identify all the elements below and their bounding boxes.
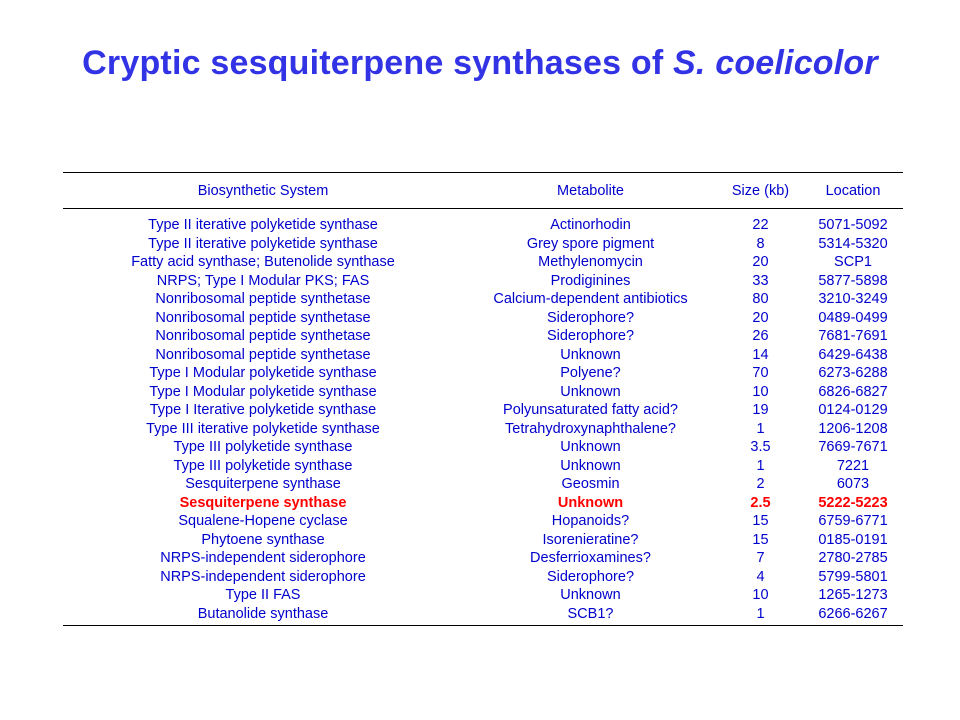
table-row — [63, 420, 903, 439]
cell-location: 5222-5223 — [818, 494, 888, 511]
table-row — [63, 438, 903, 457]
cell-metabolite: Unknown — [557, 494, 624, 511]
cell-system: NRPS-independent siderophore — [160, 568, 366, 585]
cell-size: 26 — [752, 328, 769, 345]
synthase-table — [63, 172, 903, 626]
cell-metabolite: Calcium-dependent antibiotics — [493, 291, 688, 308]
table-row — [63, 568, 903, 587]
cell-location: 0124-0129 — [818, 402, 888, 419]
table-row — [63, 327, 903, 346]
cell-size: 33 — [752, 272, 769, 289]
cell-location: 6073 — [836, 476, 870, 493]
header-size: Size (kb) — [731, 182, 790, 199]
table-row — [63, 272, 903, 291]
table-row-highlighted — [63, 494, 903, 513]
cell-metabolite: Unknown — [560, 587, 621, 604]
page-title-main: Cryptic sesquiterpene synthases of — [82, 44, 674, 82]
cell-size: 3.5 — [750, 439, 771, 456]
cell-system: Type III polyketide synthase — [173, 439, 353, 456]
table-body — [63, 209, 903, 625]
cell-size: 4 — [756, 568, 765, 585]
cell-metabolite: Actinorhodin — [550, 217, 631, 234]
cell-location: 6826-6827 — [818, 383, 888, 400]
cell-metabolite: Methylenomycin — [538, 254, 643, 271]
cell-system: Fatty acid synthase; Butenolide synthase — [131, 254, 395, 271]
cell-metabolite: Unknown — [560, 383, 621, 400]
cell-system: Type II FAS — [225, 587, 301, 604]
table-row — [63, 549, 903, 568]
cell-system: Nonribosomal peptide synthetase — [155, 291, 371, 308]
cell-metabolite: Isorenieratine? — [542, 531, 639, 548]
cell-location: 5071-5092 — [818, 217, 888, 234]
cell-system: Sesquiterpene synthase — [179, 494, 347, 511]
table-row — [63, 512, 903, 531]
cell-metabolite: Desferrioxamines? — [530, 550, 651, 567]
cell-system: Squalene-Hopene cyclase — [178, 513, 348, 530]
cell-metabolite: Unknown — [560, 457, 621, 474]
cell-metabolite: SCB1? — [567, 605, 614, 622]
table-row — [63, 457, 903, 476]
cell-size: 15 — [752, 531, 769, 548]
cell-size: 1 — [756, 457, 765, 474]
cell-size: 1 — [756, 605, 765, 622]
table-row — [63, 586, 903, 605]
cell-metabolite: Hopanoids? — [551, 513, 630, 530]
cell-location: 6759-6771 — [818, 513, 888, 530]
cell-size: 1 — [756, 420, 765, 437]
table-row — [63, 383, 903, 402]
cell-location: 0185-0191 — [818, 531, 888, 548]
table-header — [63, 173, 903, 209]
cell-size: 80 — [752, 291, 769, 308]
table-row — [63, 475, 903, 494]
cell-location: SCP1 — [834, 254, 872, 271]
cell-metabolite: Polyene? — [560, 365, 621, 382]
cell-metabolite: Siderophore? — [546, 328, 635, 345]
cell-system: Type I Iterative polyketide synthase — [149, 402, 377, 419]
cell-location: 5314-5320 — [818, 235, 888, 252]
cell-metabolite: Tetrahydroxynaphthalene? — [505, 420, 676, 437]
table-row — [63, 605, 903, 624]
page-title-organism: S. coelicolor — [673, 44, 878, 82]
cell-system: Phytoene synthase — [201, 531, 325, 548]
cell-size: 20 — [752, 309, 769, 326]
cell-size: 19 — [752, 402, 769, 419]
cell-location: 5799-5801 — [818, 568, 888, 585]
header-location: Location — [825, 182, 881, 199]
cell-system: Type III polyketide synthase — [173, 457, 353, 474]
cell-location: 6266-6267 — [818, 605, 888, 622]
cell-metabolite: Prodiginines — [550, 272, 631, 289]
cell-size: 20 — [752, 254, 769, 271]
cell-size: 10 — [752, 383, 769, 400]
cell-system: Type I Modular polyketide synthase — [149, 383, 377, 400]
cell-size: 2 — [756, 476, 765, 493]
cell-location: 1206-1208 — [818, 420, 888, 437]
cell-location: 1265-1273 — [818, 587, 888, 604]
cell-size: 15 — [752, 513, 769, 530]
cell-size: 8 — [756, 235, 765, 252]
table-row — [63, 216, 903, 235]
cell-system: Type III iterative polyketide synthase — [146, 420, 380, 437]
cell-system: Type I Modular polyketide synthase — [149, 365, 377, 382]
cell-metabolite: Siderophore? — [546, 309, 635, 326]
cell-location: 3210-3249 — [818, 291, 888, 308]
cell-size: 14 — [752, 346, 769, 363]
cell-system: Butanolide synthase — [197, 605, 329, 622]
cell-system: NRPS-independent siderophore — [160, 550, 366, 567]
table-row — [63, 235, 903, 254]
cell-system: NRPS; Type I Modular PKS; FAS — [156, 272, 370, 289]
cell-location: 6429-6438 — [818, 346, 888, 363]
cell-location: 7669-7671 — [818, 439, 888, 456]
table-row — [63, 401, 903, 420]
table-row — [63, 346, 903, 365]
cell-location: 2780-2785 — [818, 550, 888, 567]
cell-metabolite: Polyunsaturated fatty acid? — [503, 402, 678, 419]
cell-system: Type II iterative polyketide synthase — [148, 217, 378, 234]
header-metabolite: Metabolite — [557, 182, 624, 199]
table-row — [63, 253, 903, 272]
cell-location: 7221 — [836, 457, 870, 474]
cell-size: 22 — [752, 217, 769, 234]
cell-metabolite: Siderophore? — [546, 568, 635, 585]
cell-system: Nonribosomal peptide synthetase — [155, 346, 371, 363]
cell-system: Sesquiterpene synthase — [185, 476, 341, 493]
cell-metabolite: Geosmin — [561, 476, 620, 493]
cell-system: Type II iterative polyketide synthase — [148, 235, 378, 252]
cell-size: 10 — [752, 587, 769, 604]
cell-system: Nonribosomal peptide synthetase — [155, 309, 371, 326]
cell-size: 70 — [752, 365, 769, 382]
cell-location: 7681-7691 — [818, 328, 888, 345]
table-row — [63, 290, 903, 309]
cell-location: 6273-6288 — [818, 365, 888, 382]
cell-location: 5877-5898 — [818, 272, 888, 289]
cell-metabolite: Unknown — [560, 346, 621, 363]
page-title — [0, 44, 960, 83]
table-row — [63, 309, 903, 328]
cell-metabolite: Unknown — [560, 439, 621, 456]
cell-size: 7 — [756, 550, 765, 567]
cell-size: 2.5 — [750, 494, 771, 511]
table-row — [63, 531, 903, 550]
cell-location: 0489-0499 — [818, 309, 888, 326]
cell-metabolite: Grey spore pigment — [526, 235, 655, 252]
cell-system: Nonribosomal peptide synthetase — [155, 328, 371, 345]
table-row — [63, 364, 903, 383]
header-system: Biosynthetic System — [197, 182, 329, 199]
